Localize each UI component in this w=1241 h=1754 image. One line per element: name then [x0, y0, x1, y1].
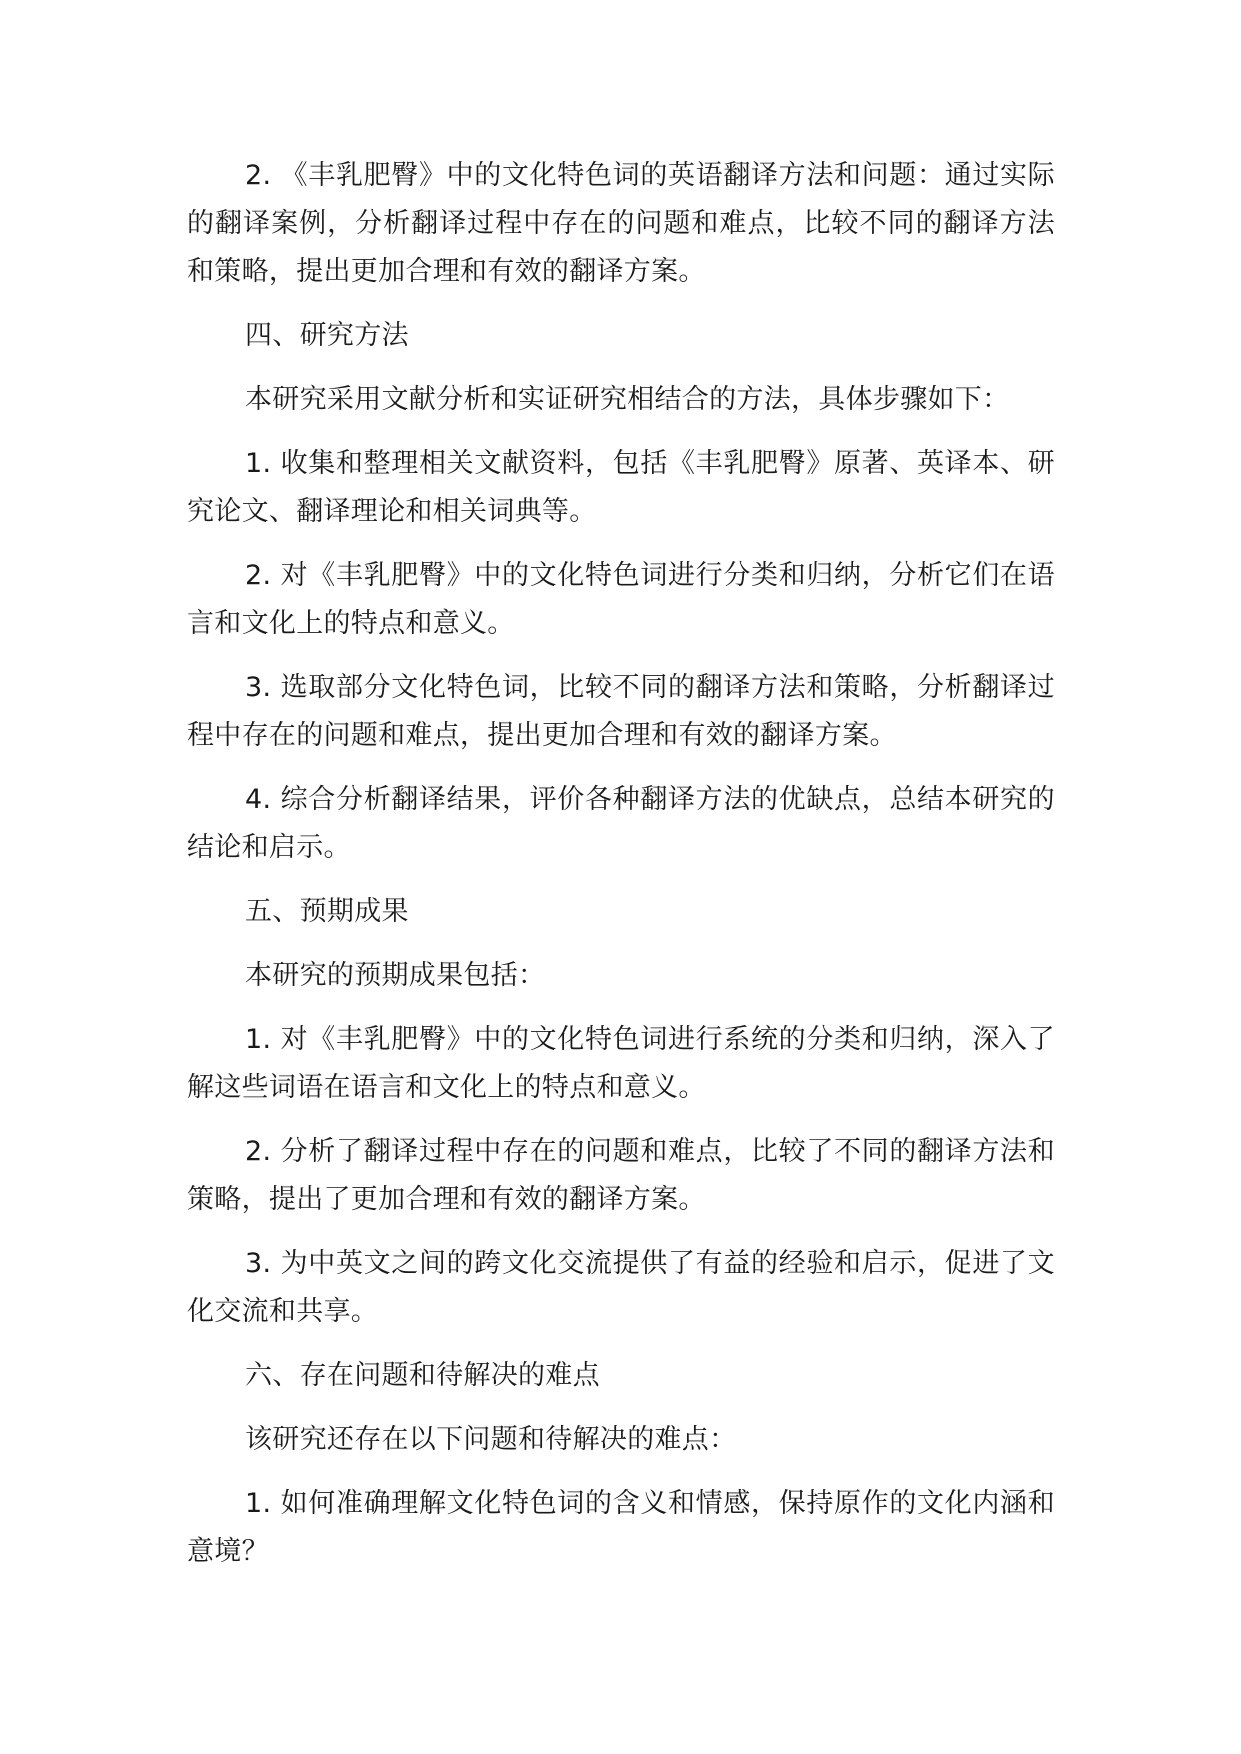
- section-heading-research-methods: 四、研究方法: [245, 320, 409, 351]
- paragraph-translation-methods-item-2: 2. 《丰乳肥臀》中的文化特色词的英语翻译方法和问题：通过实际的翻译案例，分析翻译过程中存在的问题和难点，比较不同的翻译方法和策略，提出更加合理和有效的翻译方案。: [187, 160, 1055, 287]
- paragraph-method-step-2: 2. 对《丰乳肥臀》中的文化特色词进行分类和归纳，分析它们在语言和文化上的特点和意义。: [187, 560, 1055, 639]
- paragraph-result-3: 3. 为中英文之间的跨文化交流提供了有益的经验和启示，促进了文化交流和共享。: [187, 1248, 1055, 1327]
- paragraph-method-step-3: 3. 选取部分文化特色词，比较不同的翻译方法和策略，分析翻译过程中存在的问题和难点，提出更加合理和有效的翻译方案。: [187, 672, 1055, 751]
- section-heading-open-problems: 六、存在问题和待解决的难点: [245, 1360, 600, 1391]
- document-body: [187, 152, 1055, 1592]
- paragraph-problem-1: 1. 如何准确理解文化特色词的含义和情感，保持原作的文化内涵和意境？: [187, 1488, 1055, 1567]
- paragraph-results-intro: 本研究的预期成果包括：: [245, 960, 546, 991]
- paragraph-methods-intro: 本研究采用文献分析和实证研究相结合的方法，具体步骤如下：: [245, 384, 1010, 415]
- paragraph-method-step-1: 1. 收集和整理相关文献资料，包括《丰乳肥臀》原著、英译本、研究论文、翻译理论和相关词典等。: [187, 448, 1055, 527]
- paragraph-result-1: 1. 对《丰乳肥臀》中的文化特色词进行系统的分类和归纳，深入了解这些词语在语言和文化上的特点和意义。: [187, 1024, 1055, 1103]
- section-heading-expected-results: 五、预期成果: [245, 896, 409, 927]
- paragraph-result-2: 2. 分析了翻译过程中存在的问题和难点，比较了不同的翻译方法和策略，提出了更加合理和有效的翻译方案。: [187, 1136, 1055, 1215]
- paragraph-method-step-4: 4. 综合分析翻译结果，评价各种翻译方法的优缺点，总结本研究的结论和启示。: [187, 784, 1055, 863]
- paragraph-problems-intro: 该研究还存在以下问题和待解决的难点：: [245, 1424, 737, 1455]
